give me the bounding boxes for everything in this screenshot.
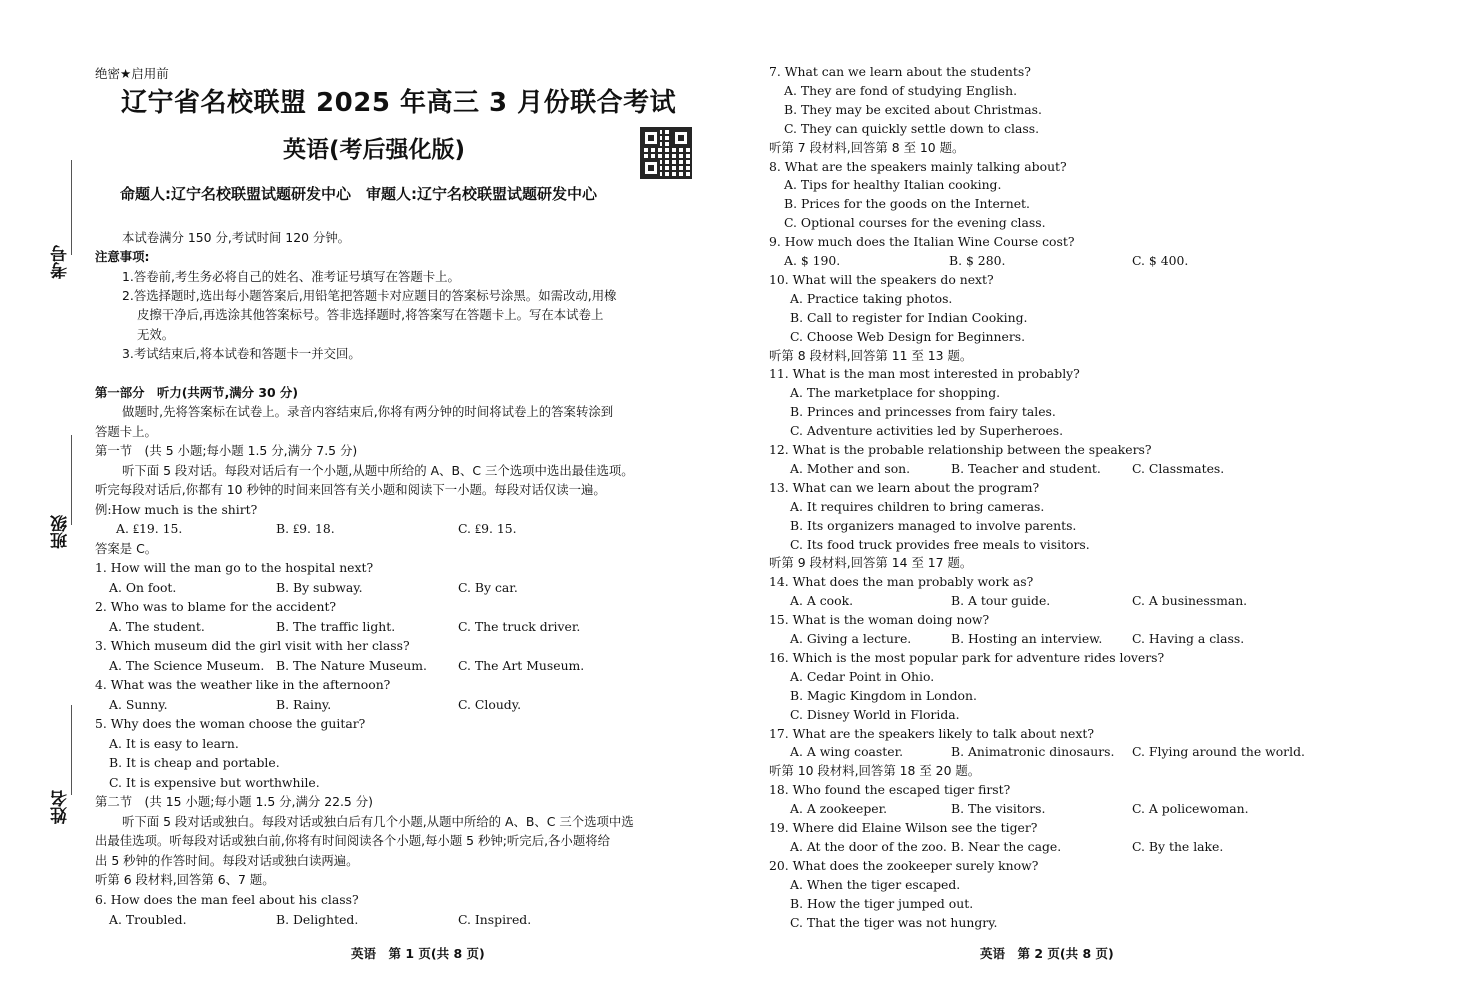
side-label-exam-no: 考号 <box>51 245 71 279</box>
option-b: B. A tour guide. <box>951 593 1051 609</box>
option-a: A. $ 190. <box>784 253 841 268</box>
material-line: 听第 7 段材料,回答第 8 至 10 题。 <box>769 139 965 155</box>
material-line: 听第 9 段材料,回答第 14 至 17 题。 <box>769 555 973 571</box>
note-line: 皮擦干净后,再选涂其他答案标号。答非选择题时,将答案写在答题卡上。写在本试卷上 <box>137 307 604 322</box>
question-line: 19. Where did Elaine Wilson see the tiger? <box>769 820 1038 835</box>
option-b: B. Near the cage. <box>951 838 1062 854</box>
intro-text: 本试卷满分 150 分,考试时间 120 分钟。 <box>122 230 351 245</box>
part1-desc: 做题时,先将答案标在试卷上。录音内容结束后,你将有两分钟的时间将试卷上的答案转涂到 <box>122 404 614 419</box>
option-a: A. Mother and son. <box>790 460 911 476</box>
option-c: C. Flying around the world. <box>1132 744 1305 760</box>
question-line: 9. How much does the Italian Wine Course cost? <box>769 234 1075 250</box>
option-b: B. The visitors. <box>951 801 1046 817</box>
option-b: B. Teacher and student. <box>951 460 1101 476</box>
option-line: C. Choose Web Design for Beginners. <box>790 328 1026 344</box>
example-option-b: B. ₤9. 18. <box>276 521 335 536</box>
question-line: 10. What will the speakers do next? <box>769 271 994 287</box>
question-6: 6. How does the man feel about his class? <box>95 892 359 907</box>
question-line: 15. What is the woman doing now? <box>769 612 990 628</box>
option-a: A. A cook. <box>790 593 854 609</box>
option-c: C. Classmates. <box>1132 460 1225 476</box>
option-line: B. Its organizers managed to involve parents. <box>790 517 1077 533</box>
question-3: 3. Which museum did the girl visit with her class? <box>95 638 410 653</box>
page-2 <box>729 0 1459 1006</box>
option-line: C. Optional courses for the evening class. <box>784 215 1046 231</box>
option-c: C. The Art Museum. <box>458 658 585 673</box>
authors-line: 命题人:辽宁名校联盟试题研发中心 审题人:辽宁名校联盟试题研发中心 <box>120 185 598 203</box>
option-line: C. Disney World in Florida. <box>790 706 960 722</box>
section2-desc: 出最佳选项。听每段对话或独白前,你将有时间阅读各个小题,每小题 5 秒钟;听完后,各小题将给 <box>95 833 610 848</box>
option-line: C. They can quickly settle down to class. <box>784 120 1040 136</box>
option-line: A. It requires children to bring cameras. <box>790 498 1045 514</box>
option-b: B. Rainy. <box>276 697 332 712</box>
binding-line <box>71 435 72 525</box>
option-b: B. The Nature Museum. <box>276 658 427 673</box>
question-line: 14. What does the man probably work as? <box>769 574 1034 590</box>
side-label-name: 姓名 <box>51 790 71 824</box>
question-4: 4. What was the weather like in the afternoon? <box>95 677 391 692</box>
exam-subtitle: 英语(考后强化版) <box>283 137 466 163</box>
option-b: B. Animatronic dinosaurs. <box>951 744 1115 760</box>
option-c: C. A businessman. <box>1132 593 1248 609</box>
question-line: 18. Who found the escaped tiger first? <box>769 782 1011 798</box>
part1-title: 第一部分 听力(共两节,满分 30 分) <box>95 385 298 400</box>
option-line: A. Practice taking photos. <box>790 290 953 306</box>
option-a: A. Troubled. <box>109 912 187 927</box>
option-b: B. The traffic light. <box>276 619 396 634</box>
page-footer: 英语 第 1 页(共 8 页) <box>351 946 485 961</box>
option-c: C. The truck driver. <box>458 619 581 634</box>
option-b: B. By subway. <box>276 580 363 595</box>
option-line: B. Call to register for Indian Cooking. <box>790 309 1028 325</box>
question-line: 17. What are the speakers likely to talk about next? <box>769 725 1094 741</box>
section2-desc: 听下面 5 段对话或独白。每段对话或独白后有几个小题,从题中所给的 A、B、C 三个选项中选 <box>122 814 634 829</box>
option-a: A. It is easy to learn. <box>109 736 239 751</box>
option-a: A. The student. <box>109 619 205 634</box>
example-option-c: C. ₤9. 15. <box>458 521 517 536</box>
page-1 <box>0 0 729 1006</box>
part1-desc: 答题卡上。 <box>95 424 157 439</box>
page-footer: 英语 第 2 页(共 8 页) <box>980 946 1114 961</box>
option-line: B. They may be excited about Christmas. <box>784 101 1042 117</box>
note-line: 无效。 <box>137 327 175 342</box>
note-line: 3.考试结束后,将本试卷和答题卡一并交回。 <box>122 346 361 361</box>
question-line: 12. What is the probable relationship between the speakers? <box>769 442 1152 457</box>
exam-title: 辽宁省名校联盟 2025 年高三 3 月份联合考试 <box>121 88 677 118</box>
option-c: C. Cloudy. <box>458 697 522 712</box>
option-b: B. $ 280. <box>949 253 1006 268</box>
notes-title: 注意事项: <box>95 249 150 264</box>
option-a: A. A wing coaster. <box>790 744 904 760</box>
example-answer: 答案是 C。 <box>95 541 158 556</box>
section2-title: 第二节 (共 15 小题;每小题 1.5 分,满分 22.5 分) <box>95 794 373 809</box>
option-a: A. A zookeeper. <box>790 801 888 817</box>
question-line: 8. What are the speakers mainly talking about? <box>769 158 1067 174</box>
option-a: A. Giving a lecture. <box>790 631 912 646</box>
question-line: 13. What can we learn about the program? <box>769 479 1040 495</box>
question-2: 2. Who was to blame for the accident? <box>95 599 337 614</box>
option-a: A. Sunny. <box>109 697 168 712</box>
option-b: B. Delighted. <box>276 912 359 927</box>
qr-code-icon <box>640 127 692 179</box>
question-1: 1. How will the man go to the hospital next? <box>95 560 374 575</box>
secret-label: 绝密★启用前 <box>95 66 169 81</box>
section1-desc: 听完每段对话后,你都有 10 秒钟的时间来回答有关小题和阅读下一小题。每段对话仅读一遍。 <box>95 482 606 497</box>
material-line: 听第 10 段材料,回答第 18 至 20 题。 <box>769 763 981 779</box>
option-c: C. By the lake. <box>1132 838 1224 854</box>
option-line: B. Magic Kingdom in London. <box>790 687 977 703</box>
option-c: C. Having a class. <box>1132 631 1245 646</box>
option-c: C. Inspired. <box>458 912 532 927</box>
option-b: B. It is cheap and portable. <box>109 755 280 770</box>
option-b: B. Hosting an interview. <box>951 631 1103 646</box>
section2-desc: 出 5 秒钟的作答时间。每段对话或独白读两遍。 <box>95 853 359 868</box>
option-line: B. Prices for the goods on the Internet. <box>784 196 1030 212</box>
option-line: A. They are fond of studying English. <box>784 82 1018 98</box>
question-line: 7. What can we learn about the students? <box>769 64 1031 79</box>
option-line: C. That the tiger was not hungry. <box>790 914 998 930</box>
question-line: 16. Which is the most popular park for adventure rides lovers? <box>769 649 1165 665</box>
option-a: A. At the door of the zoo. <box>790 838 947 854</box>
side-label-class: 班级 <box>51 515 71 549</box>
option-line: B. Princes and princesses from fairy tales. <box>790 404 1056 420</box>
material-6: 听第 6 段材料,回答第 6、7 题。 <box>95 872 275 887</box>
option-c: C. $ 400. <box>1132 253 1189 268</box>
material-line: 听第 8 段材料,回答第 11 至 13 题。 <box>769 347 973 363</box>
option-line: C. Adventure activities led by Superheroes. <box>790 423 1064 439</box>
option-line: B. How the tiger jumped out. <box>790 895 974 911</box>
option-line: A. Tips for healthy Italian cooking. <box>784 177 1002 193</box>
option-line: A. The marketplace for shopping. <box>790 385 1001 401</box>
question-line: 11. What is the man most interested in probably? <box>769 366 1080 382</box>
option-line: A. When the tiger escaped. <box>790 876 961 892</box>
option-line: A. Cedar Point in Ohio. <box>790 668 935 684</box>
option-a: A. On foot. <box>109 580 177 595</box>
option-c: C. It is expensive but worthwhile. <box>109 775 320 790</box>
note-line: 1.答卷前,考生务必将自己的姓名、准考证号填写在答题卡上。 <box>122 269 460 284</box>
question-line: 20. What does the zookeeper surely know? <box>769 857 1039 873</box>
option-a: A. The Science Museum. <box>109 658 265 673</box>
example-question: 例:How much is the shirt? <box>95 502 258 517</box>
example-option-a: A. ₤19. 15. <box>116 521 183 536</box>
option-line: C. Its food truck provides free meals to visitors. <box>790 536 1090 552</box>
binding-line <box>71 705 72 795</box>
binding-line <box>71 160 72 255</box>
section1-title: 第一节 (共 5 小题;每小题 1.5 分,满分 7.5 分) <box>95 443 358 458</box>
option-c: C. By car. <box>458 580 518 595</box>
question-5: 5. Why does the woman choose the guitar? <box>95 716 366 731</box>
option-c: C. A policewoman. <box>1132 801 1249 817</box>
section1-desc: 听下面 5 段对话。每段对话后有一个小题,从题中所给的 A、B、C 三个选项中选出最佳选项。 <box>122 463 634 478</box>
note-line: 2.答选择题时,选出每小题答案后,用铅笔把答题卡对应题目的答案标号涂黑。如需改动,用橡 <box>122 288 617 303</box>
